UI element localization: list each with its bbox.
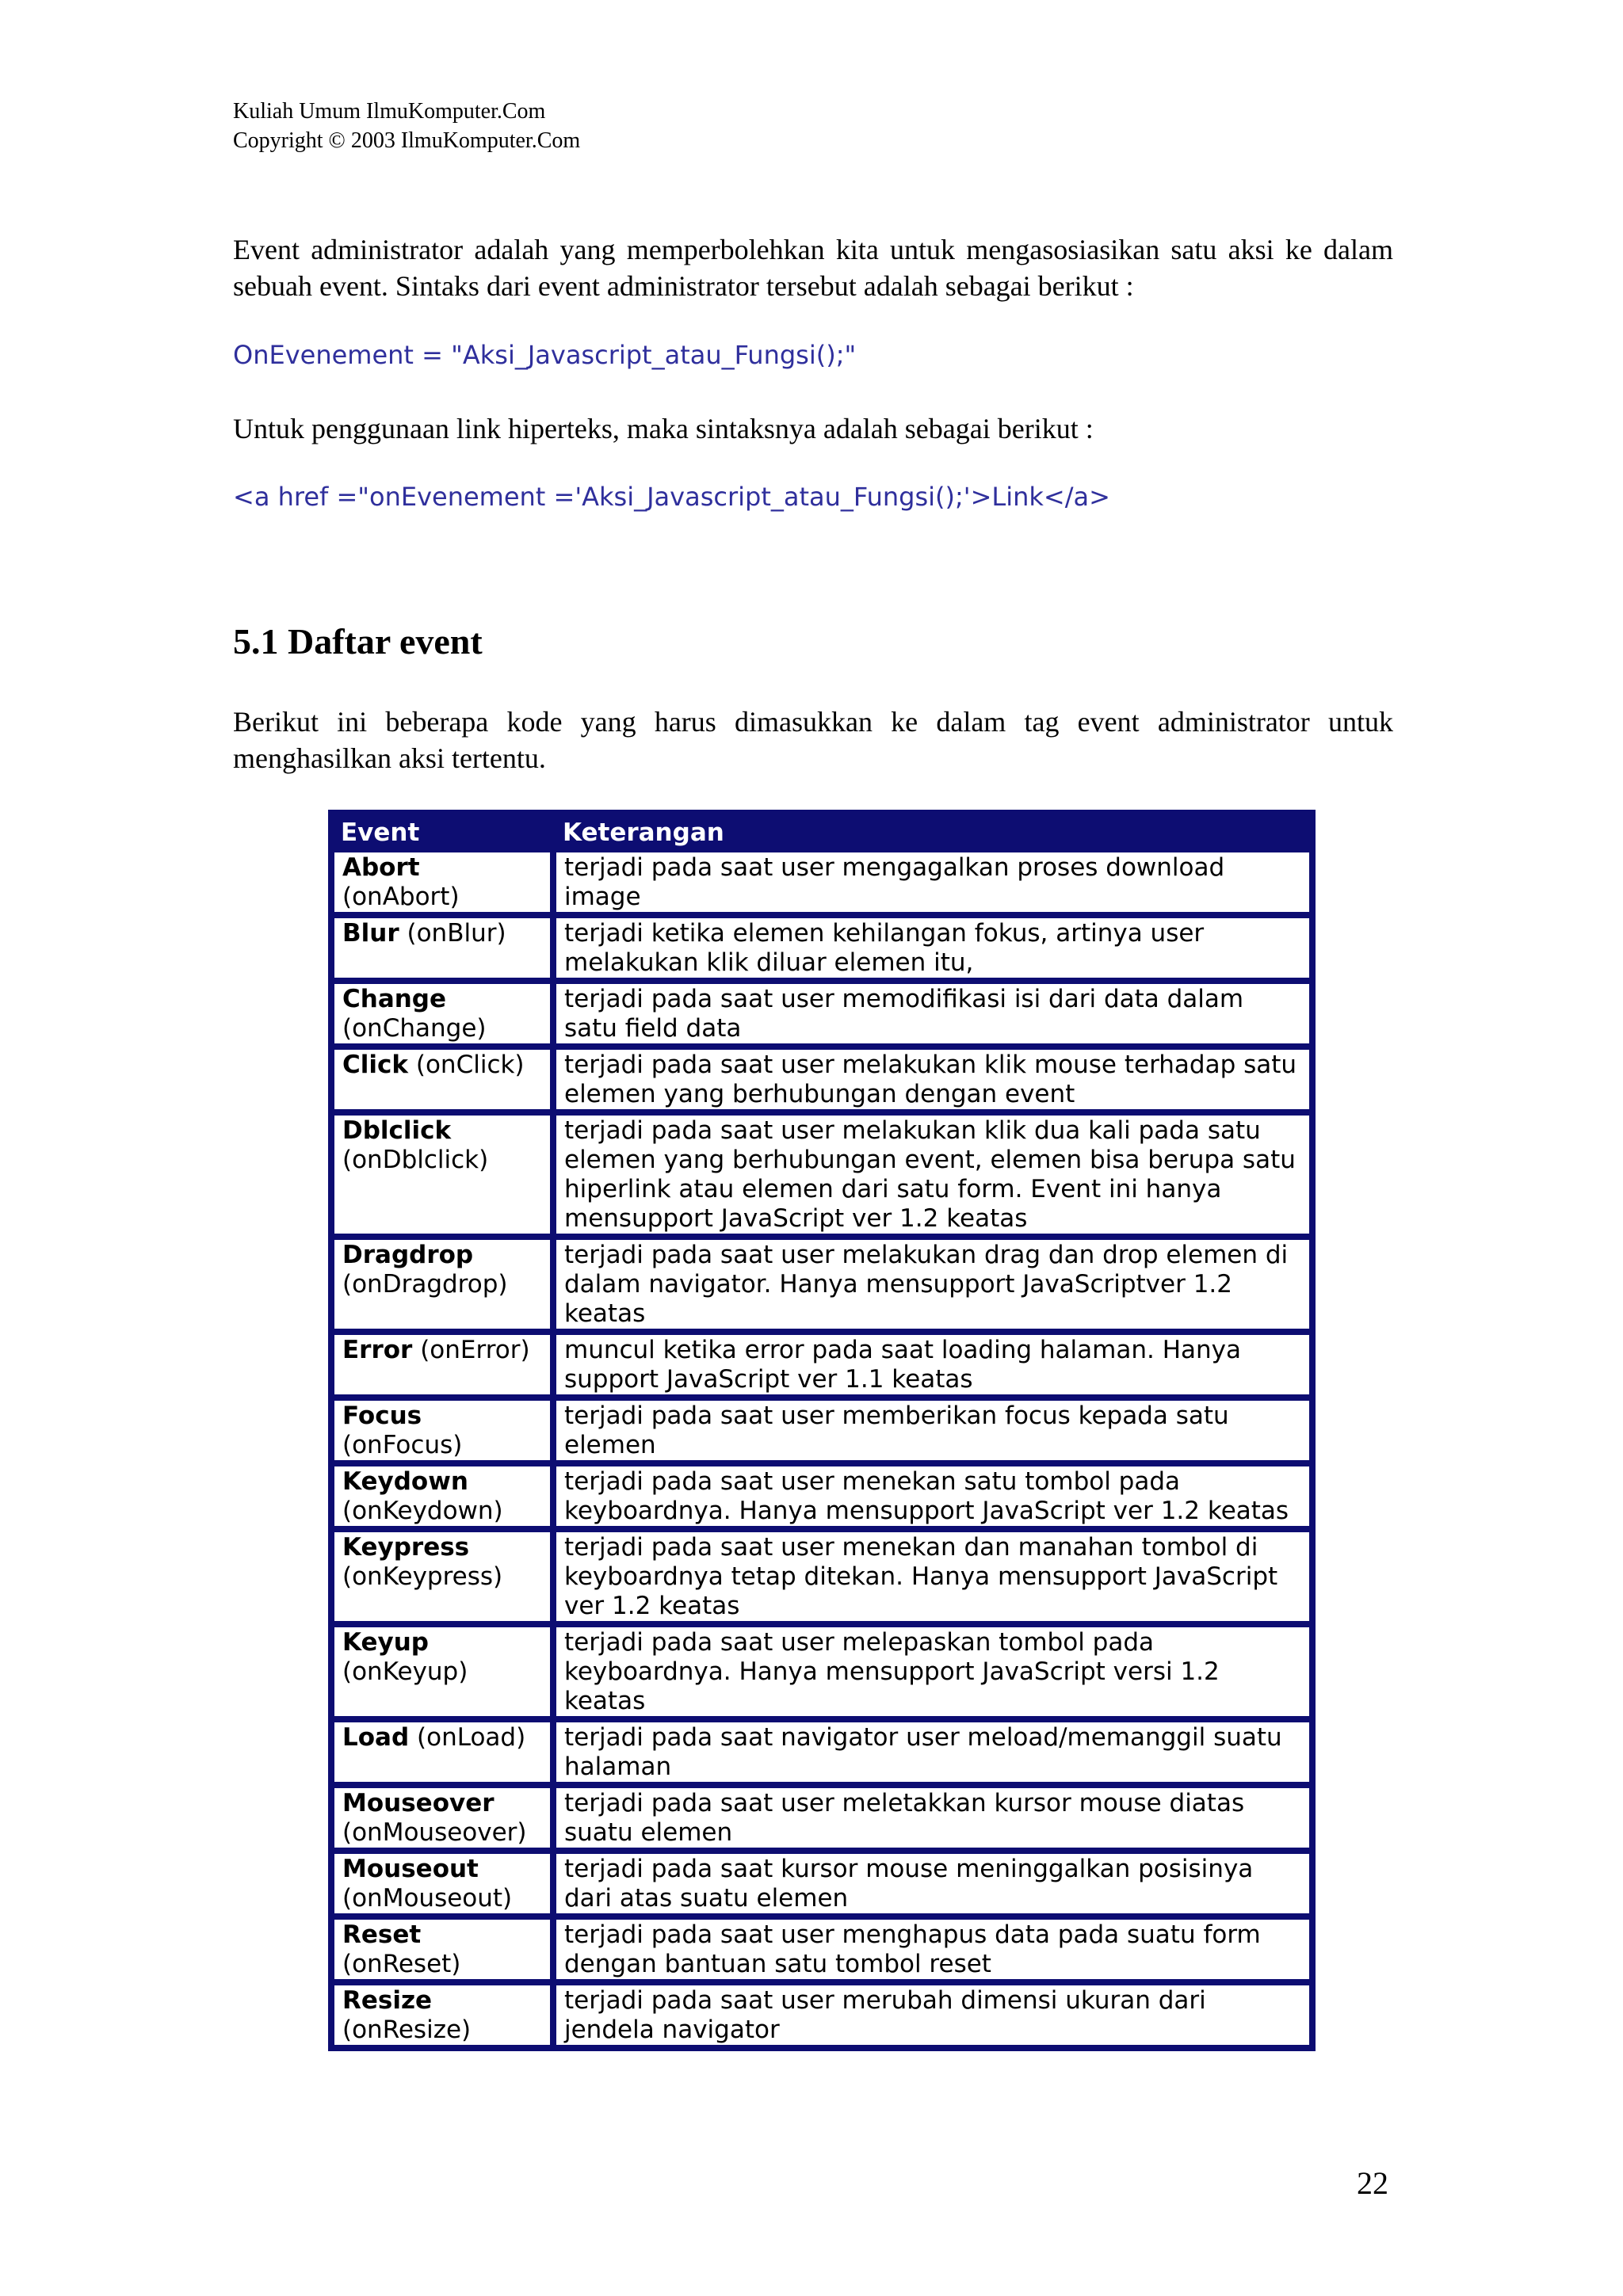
event-handler: (onDragdrop) (342, 1270, 508, 1299)
header-line-1: Kuliah Umum IlmuKomputer.Com (233, 99, 546, 124)
event-cell (331, 1917, 553, 1982)
table-row (331, 1719, 1312, 1785)
event-description: terjadi pada saat user memberikan focus kepada satu elemen (553, 1398, 1312, 1463)
event-handler: (onDblclick) (342, 1146, 489, 1174)
event-handler: (onKeypress) (342, 1562, 503, 1591)
event-handler: (onBlur) (407, 919, 506, 948)
event-description: terjadi pada saat user melakukan klik dua kali pada satu elemen yang berhubungan event, elemen bisa berupa satu hiperlink atau elemen dari satu form. Event ini hanya mensupport JavaScript ver 1.2 keatas (553, 1112, 1312, 1237)
event-name: Blur (342, 919, 399, 948)
event-cell (331, 1851, 553, 1917)
intro-paragraph: Event administrator adalah yang memperbolehkan kita untuk mengasosiasikan satu aksi ke dalam sebuah event. Sintaks dari event administrator tersebut adalah sebagai berikut : (233, 234, 1393, 302)
event-cell (331, 849, 553, 915)
event-name: Error (342, 1336, 413, 1364)
event-description: terjadi pada saat user memodifikasi isi dari data dalam satu field data (553, 981, 1312, 1047)
table-row (331, 1851, 1312, 1917)
event-description: terjadi pada saat user menghapus data pada suatu form dengan bantuan satu tombol reset (553, 1917, 1312, 1982)
event-name: Click (342, 1051, 408, 1079)
table-row (331, 1047, 1312, 1112)
event-description: muncul ketika error pada saat loading halaman. Hanya support JavaScript ver 1.1 keatas (553, 1332, 1312, 1398)
table-row (331, 915, 1312, 981)
event-name: Keydown (342, 1467, 468, 1496)
event-description: terjadi pada saat user menekan dan manahan tombol di keyboardnya tetap ditekan. Hanya mensupport JavaScript ver 1.2 keatas (553, 1529, 1312, 1624)
event-handler: (onFocus) (342, 1431, 463, 1459)
event-name: Dblclick (342, 1116, 452, 1145)
event-description: terjadi pada saat navigator user meload/memanggil suatu halaman (553, 1719, 1312, 1785)
event-cell (331, 1529, 553, 1624)
event-cell (331, 1112, 553, 1237)
table-row (331, 1332, 1312, 1398)
column-header-event: Event (331, 813, 553, 849)
event-description: terjadi pada saat user melakukan klik mouse terhadap satu elemen yang berhubungan dengan event (553, 1047, 1312, 1112)
event-name: Change (342, 985, 447, 1013)
event-name: Dragdrop (342, 1241, 474, 1269)
event-cell (331, 1047, 553, 1112)
event-handler: (onMouseout) (342, 1884, 513, 1913)
event-handler: (onMouseover) (342, 1818, 527, 1847)
event-handler: (onAbort) (342, 883, 460, 911)
table-row (331, 1785, 1312, 1851)
table-row (331, 1398, 1312, 1463)
event-cell (331, 1398, 553, 1463)
table-row (331, 1982, 1312, 2048)
event-handler: (onClick) (415, 1051, 525, 1079)
event-cell (331, 1982, 553, 2048)
event-handler: (onError) (420, 1336, 530, 1364)
table-row (331, 981, 1312, 1047)
event-description: terjadi pada saat user meletakkan kursor mouse diatas suatu elemen (553, 1785, 1312, 1851)
event-cell (331, 1624, 553, 1719)
event-description: terjadi pada saat user melepaskan tombol pada keyboardnya. Hanya mensupport JavaScript versi 1.2 keatas (553, 1624, 1312, 1719)
table-row (331, 1529, 1312, 1624)
event-cell (331, 1237, 553, 1332)
event-handler: (onChange) (342, 1014, 487, 1043)
event-name: Keyup (342, 1628, 429, 1657)
events-table (328, 810, 1316, 2051)
page-number: 22 (1357, 2165, 1388, 2201)
header-line-2: Copyright © 2003 IlmuKomputer.Com (233, 128, 581, 153)
event-description: terjadi pada saat user mengagalkan proses download image (553, 849, 1312, 915)
event-handler: (onKeyup) (342, 1657, 468, 1686)
page-header (233, 97, 580, 155)
event-description: terjadi pada saat user melakukan drag dan drop elemen di dalam navigator. Hanya mensupport JavaScriptver 1.2 keatas (553, 1237, 1312, 1332)
table-header-row (331, 813, 1312, 849)
section-title: 5.1 Daftar event (233, 621, 483, 662)
event-name: Resize (342, 1986, 433, 2015)
event-cell (331, 1719, 553, 1785)
event-name: Load (342, 1723, 410, 1752)
column-header-keterangan: Keterangan (553, 813, 1312, 849)
event-name: Reset (342, 1920, 422, 1949)
event-description: terjadi pada saat user menekan satu tombol pada keyboardnya. Hanya mensupport JavaScript ver 1.2 keatas (553, 1463, 1312, 1529)
table-row (331, 1237, 1312, 1332)
table-row (331, 1112, 1312, 1237)
event-name: Focus (342, 1402, 422, 1430)
event-description: terjadi ketika elemen kehilangan fokus, artinya user melakukan klik diluar elemen itu, (553, 915, 1312, 981)
event-name: Mouseover (342, 1789, 495, 1817)
event-handler: (onReset) (342, 1950, 461, 1978)
link-syntax-paragraph: Untuk penggunaan link hiperteks, maka sintaksnya adalah sebagai berikut : (233, 413, 1094, 444)
event-handler: (onLoad) (417, 1723, 526, 1752)
table-row (331, 849, 1312, 915)
event-cell (331, 915, 553, 981)
table-row (331, 1917, 1312, 1982)
event-description: terjadi pada saat user merubah dimensi ukuran dari jendela navigator (553, 1982, 1312, 2048)
link-code-example: <a href ="onEvenement ='Aksi_Javascript_atau_Fungsi();'>Link</a> (233, 482, 1110, 512)
syntax-code-example: OnEvenement = "Aksi_Javascript_atau_Fungsi();" (233, 340, 857, 370)
event-cell (331, 1785, 553, 1851)
event-cell (331, 1463, 553, 1529)
event-name: Keypress (342, 1533, 470, 1562)
table-body (331, 849, 1312, 2048)
event-name: Mouseout (342, 1855, 479, 1883)
event-handler: (onKeydown) (342, 1497, 503, 1525)
event-description: terjadi pada saat kursor mouse meninggalkan posisinya dari atas suatu elemen (553, 1851, 1312, 1917)
event-cell (331, 981, 553, 1047)
section-paragraph: Berikut ini beberapa kode yang harus dimasukkan ke dalam tag event administrator untuk menghasilkan aksi tertentu. (233, 706, 1393, 774)
event-handler: (onResize) (342, 2016, 472, 2044)
event-cell (331, 1332, 553, 1398)
table-row (331, 1463, 1312, 1529)
table-row (331, 1624, 1312, 1719)
event-name: Abort (342, 853, 420, 882)
